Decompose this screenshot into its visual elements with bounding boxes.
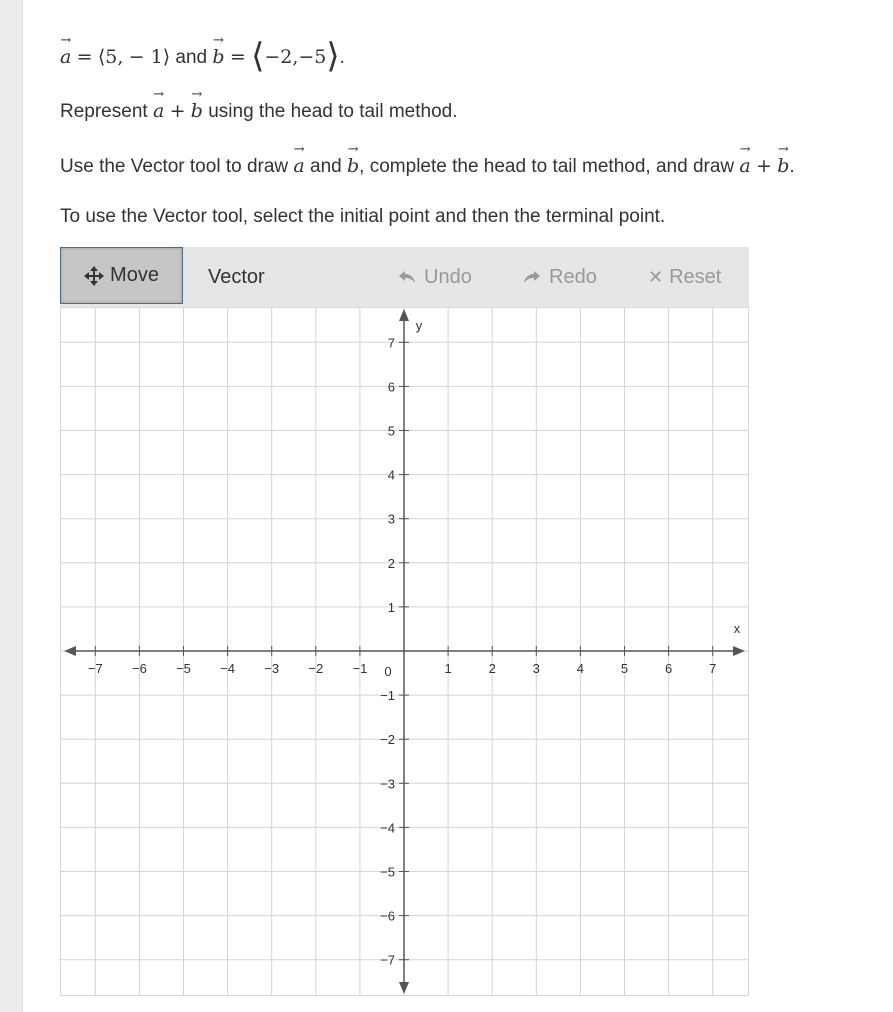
x-tick-label: 4 [576, 661, 585, 676]
x-tick-label: −3 [264, 661, 280, 676]
x-axis-left-arrow [64, 646, 76, 656]
vector-b-symbol: → b [190, 87, 203, 122]
x-tick-label: −6 [131, 661, 147, 676]
and-text: and [304, 156, 347, 177]
reset-label: Reset [669, 265, 722, 288]
instruction-text: Use the Vector tool to draw [60, 156, 294, 177]
vector-a-symbol: → a [293, 142, 305, 177]
vector-b-symbol: → b [777, 142, 790, 177]
vector-label: Vector [208, 265, 265, 288]
move-cross-arrows-icon [84, 266, 104, 286]
bracket-open: ⟨ [97, 46, 106, 68]
big-bracket-close: ⟩ [326, 36, 340, 76]
redo-button[interactable] [523, 247, 597, 307]
y-tick-label: −2 [380, 732, 395, 748]
big-bracket-open: ⟨ [251, 36, 265, 76]
y-tick-label: 4 [387, 467, 395, 483]
redo-label: Redo [549, 265, 597, 288]
instruction-text: Represent [60, 101, 153, 122]
bracket-close: ⟩ [162, 46, 171, 68]
coordinate-graph[interactable] [60, 307, 749, 996]
y-axis-label: y [415, 318, 423, 333]
instruction-represent [60, 87, 458, 123]
x-axis-right-arrow [733, 646, 745, 656]
given-vectors [60, 32, 345, 76]
equals-sign: = [229, 46, 246, 68]
undo-button[interactable] [398, 247, 472, 307]
equals-sign: = [76, 46, 93, 68]
x-tick-label: −2 [308, 661, 324, 676]
x-tick-label: −1 [352, 661, 368, 676]
left-margin-bar [0, 0, 23, 1012]
plus-sign: + [756, 155, 772, 177]
y-axis-top-arrow [399, 309, 409, 321]
x-tick-label: −7 [87, 661, 103, 676]
x-axis-label: x [733, 621, 741, 636]
undo-label: Undo [424, 265, 472, 288]
y-tick-label: −7 [380, 952, 395, 968]
y-tick-label: −1 [380, 688, 395, 704]
move-tool-button[interactable] [60, 247, 183, 304]
x-tick-label: 2 [488, 661, 496, 676]
y-tick-label: −3 [380, 776, 395, 792]
instruction-vector-tool: To use the Vector tool, select the initial point and then the terminal point. [60, 206, 666, 227]
period: . [339, 47, 345, 68]
y-tick-label: 1 [387, 599, 395, 615]
vector-b-symbol: → b [347, 142, 360, 177]
vector-b-y: −5 [298, 46, 327, 68]
y-tick-label: −5 [380, 864, 395, 880]
plus-sign: + [169, 100, 186, 122]
instruction-use-tool [60, 142, 795, 178]
graph-toolbar [60, 247, 749, 307]
period: . [789, 156, 795, 177]
vector-a-symbol: → a [152, 87, 165, 122]
vector-b-symbol: → b [212, 33, 225, 68]
origin-label: 0 [384, 664, 392, 679]
x-tick-label: 6 [664, 661, 673, 676]
and-text: and [170, 47, 213, 68]
x-tick-label: −4 [220, 661, 236, 676]
x-tick-label: 7 [709, 661, 717, 676]
y-tick-label: 5 [387, 423, 395, 439]
instruction-text: , complete the head to tail method, and draw [359, 156, 740, 177]
redo-arrow-icon [523, 270, 541, 284]
move-label: Move [110, 264, 159, 286]
y-tick-label: 2 [387, 555, 395, 571]
x-tick-label: 3 [532, 661, 540, 676]
reset-button[interactable] [648, 247, 721, 307]
vector-a-symbol: → a [60, 33, 72, 68]
x-tick-label: 5 [620, 661, 629, 676]
vector-a-x: 5, [105, 46, 124, 68]
x-tick-label: −5 [176, 661, 191, 676]
undo-arrow-icon [398, 270, 416, 284]
y-tick-label: 7 [387, 335, 395, 351]
y-tick-label: −6 [380, 908, 395, 924]
vector-tool-button[interactable] [208, 247, 265, 307]
vector-a-symbol: → a [739, 142, 751, 177]
vector-b-x: −2, [264, 46, 299, 68]
y-tick-label: 3 [387, 511, 395, 527]
vector-a-y: − 1 [128, 46, 163, 68]
x-tick-label: 1 [444, 661, 452, 676]
close-x-icon: ✕ [648, 266, 664, 287]
y-tick-label: 6 [387, 379, 395, 395]
y-tick-label: −4 [380, 820, 395, 836]
y-axis-bottom-arrow [399, 982, 409, 994]
axes [64, 309, 745, 994]
instruction-text: using the head to tail method. [202, 101, 458, 122]
